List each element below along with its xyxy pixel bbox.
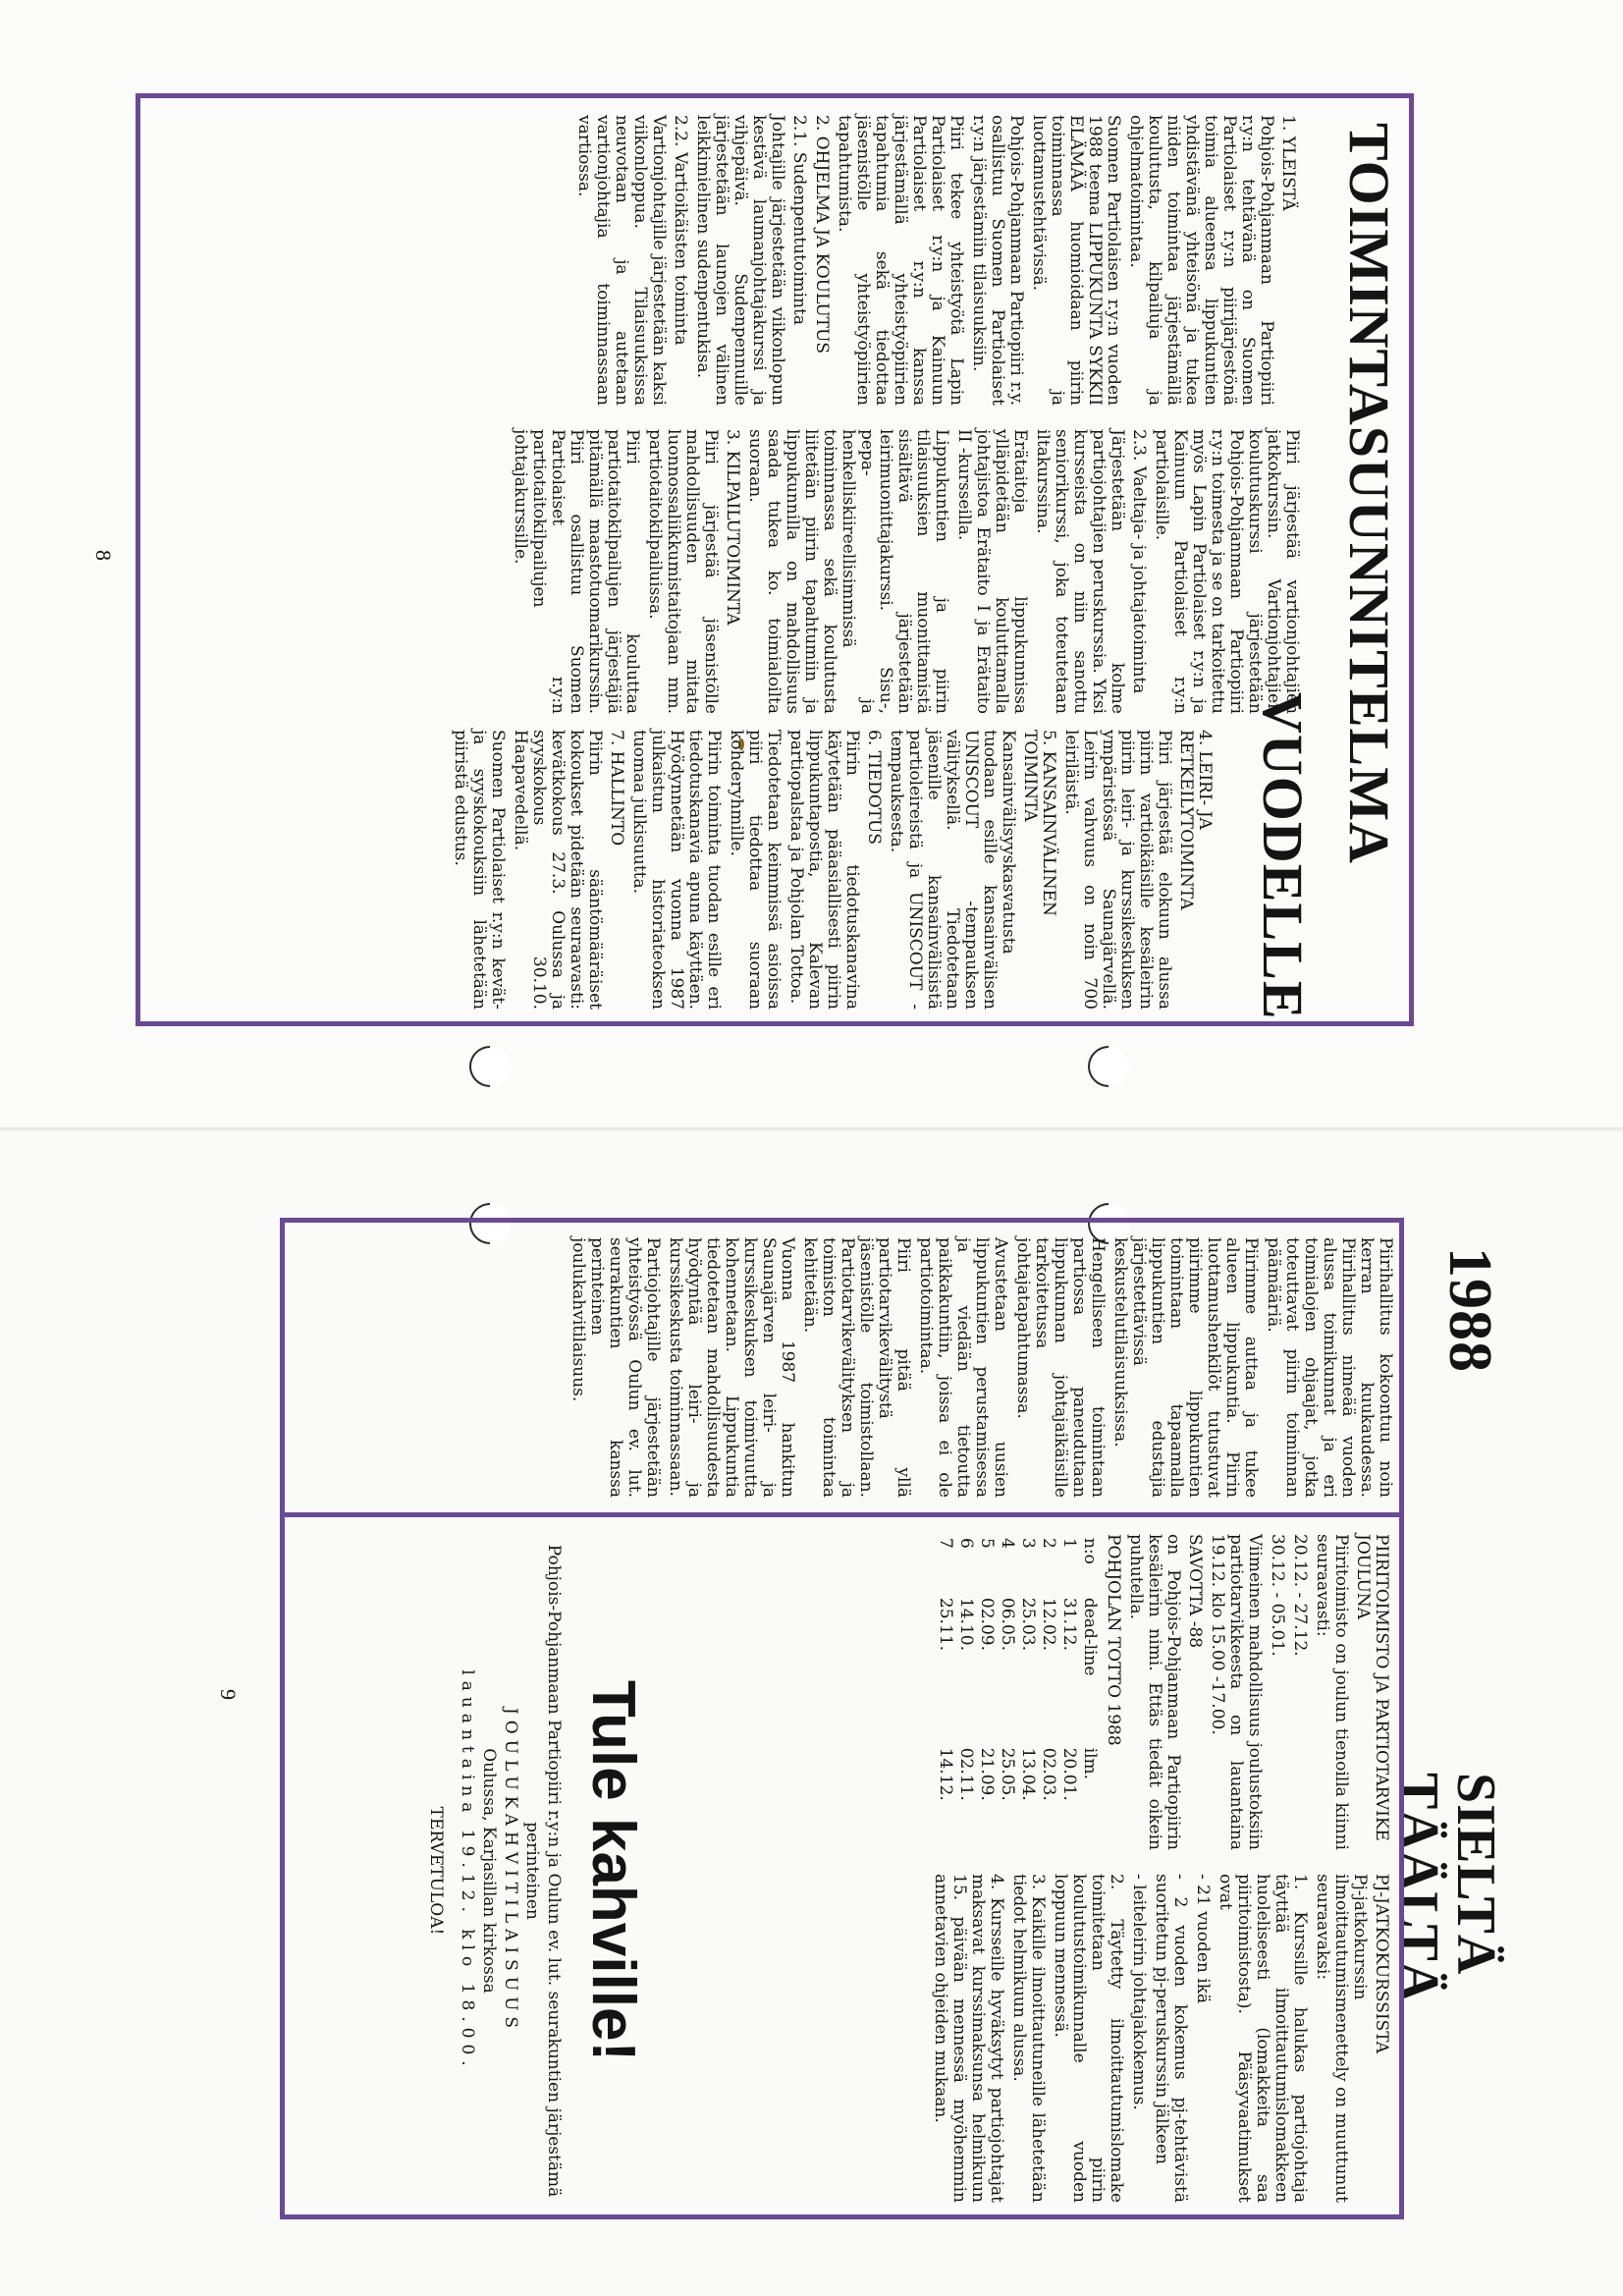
deadline-cell: 25.05. bbox=[998, 1747, 1017, 1801]
paragraph: Lippukuntien ja piirin tilaisuuksien muonittamistä sisältävä järjestetään leirimuonittajakurssi. Sisu-, pepa- ja henkelliskiireellisimmissä toiminnassa sekä koulutusta liitetään piirin tapahtumiin ja lippukunnilla on mahdollisuus saada tukea ko. toimialoilta suoraan. bbox=[745, 429, 951, 714]
deadline-cell: 31.12. bbox=[1059, 1597, 1079, 1651]
page-9-column-3 bbox=[927, 1874, 1394, 2203]
paragraph: - leiteleirin johtajakokemus. bbox=[1129, 1874, 1149, 2110]
christmas-coffee-notice bbox=[425, 1532, 565, 2210]
section-heading: POHJOLAN TOTTO 1988 bbox=[1104, 1534, 1123, 1746]
section-heading: 4. LEIRI- JA RETKEILYTOIMINTA bbox=[1176, 730, 1215, 910]
office-info bbox=[1104, 1534, 1390, 1850]
deadline-cell: 20.01. bbox=[1059, 1747, 1079, 1801]
paragraph: Piirimme auttaa ja tukee alueen lippukuntia. Piirin luottamushenkilöt tutustuvat piirimme lippukuntien toimintaan tapaamalla lippukuntien edustajia järjestettävissä keskustelutilaisuuksissa. bbox=[1110, 1237, 1261, 1498]
paragraph: Suomen Partiolaisen r.y:n vuoden 1988 teema LIPPUKUNTA SYKKII ELÄMÄÄ huomioidaan piirin toiminnassa ja luottamustehtävissä. bbox=[1029, 115, 1123, 406]
paragraph: Järjestetään kolme partiojohtajien peruskurssia. Yksi kursseista on niin sanottu seniorikurssi, joka toteutetaan iltakurssina. bbox=[1033, 429, 1127, 714]
header-cell: dead-line bbox=[1080, 1597, 1100, 1676]
section-heading: PIIRITOIMISTO JA PARTIOTARVIKE JOULUNA bbox=[1353, 1534, 1391, 1841]
deadline-row bbox=[1017, 1534, 1038, 1850]
section-heading: 2. OHJELMA JA KOULUTUS bbox=[812, 115, 832, 354]
deadline-cell: 4 bbox=[998, 1538, 1017, 1549]
paragraph: Johtajille järjestetään viikonlopun kestävä laumanjohtajakurssi ja vihjepäivä. Sudenpennuille järjestetään launojen välinen leikkimielinen sudenpentukisa. bbox=[693, 115, 787, 406]
deadline-header-row bbox=[1079, 1534, 1100, 1850]
paragraph: 30.12. - 05.01. bbox=[1268, 1534, 1287, 1657]
paragraph: 1. Kurssille halukas partiojohtaja täyttää ilmoittautumislomakkeen huoleliseesti (lomakkeita saa piiritoimistosta). Pääsyvaatimukset ovat bbox=[1216, 1874, 1310, 2203]
section-heading: 2.3. Vaeltaja- ja johtajatoiminta bbox=[1129, 429, 1149, 694]
title-line-2: TÄÄLTÄ bbox=[1388, 1773, 1449, 2003]
deadline-cell: 5 bbox=[977, 1538, 997, 1549]
paragraph: Viimeinen mahdollisuus joulustoksiin partiotarvikkeesta on lauantaina 19.12. klo 15.00 -17.00. bbox=[1208, 1534, 1265, 1850]
paragraph: Partiojohtajille järjestetään yhteistyössä Oulun ev. lut. seurakuntien kanssa perinteinen joulukahvitilaisuus. bbox=[568, 1237, 663, 1498]
page-8-column-1 bbox=[570, 115, 1301, 406]
deadline-cell: 2 bbox=[1039, 1538, 1058, 1549]
section-heading: 5. KANSAINVÄLINEN TOIMINTA bbox=[1020, 730, 1058, 916]
deadline-row bbox=[1058, 1534, 1079, 1850]
page-8-subtitle: VUODELLE bbox=[1251, 692, 1315, 1020]
paragraph: on Pohjois-Pohjanmaan Partiopiirin kesäleirin nimi. Ettäs tiedät oikein puhutella. bbox=[1126, 1534, 1183, 1850]
notice-event-title: JOULUKAHVITILAISUUS bbox=[501, 1707, 520, 2035]
paragraph: 20.12. - 27.12. bbox=[1290, 1534, 1310, 1657]
paragraph: Piiri kouluttaa partiotaitokilpailujen järjestäjiä pitämällä maastotuomarikurssin. Piiri osallistuu Suomen Partiolaiset r.y:n partiotaitokilpailujen johtajakurssille. bbox=[511, 429, 642, 714]
deadline-table bbox=[935, 1534, 1100, 1850]
deadline-cell: 7 bbox=[936, 1538, 955, 1549]
paragraph: Kansainvälisyyskasvatusta tuodaan esille kansainvälisen UNISCOUT -tempauksen välityksellä. Tiedotetaan jäsenille kansainvälisistä partioleireistä ja UNISCOUT -tempauksesta. bbox=[887, 730, 1018, 1010]
title-line-1: SIELTÄ bbox=[1445, 1773, 1506, 1976]
paragraph: Suomen Partiolaiset r.y:n kevät- ja syyskokouksiin lähetetään piiristä edustus. bbox=[451, 730, 508, 1010]
page-9-column-1 bbox=[565, 1237, 1394, 1498]
deadline-row bbox=[955, 1534, 976, 1850]
deadline-cell: 3 bbox=[1018, 1538, 1038, 1549]
paragraph: Pj-jatkokurssin ilmoittautumismenettely on muuttunut seuraavaksi: bbox=[1313, 1874, 1370, 2203]
section-heading: 2.1. Sudenpentutoiminta bbox=[789, 115, 809, 325]
deadline-cell: 25.03. bbox=[1018, 1597, 1038, 1651]
paragraph: Piiritoimisto on joulun tienoilla kiinni seuraavasti: bbox=[1313, 1534, 1351, 1850]
paragraph: - 21 vuoden ikä bbox=[1193, 1874, 1213, 2004]
paragraph: Piiri järjestää jäsenistölle mahdollisuuden mitata luonnossaliikkumistaitojaan mm. partiotaitokilpailuissa. bbox=[645, 429, 721, 714]
deadline-row bbox=[997, 1534, 1017, 1850]
deadline-cell: 21.09. bbox=[977, 1747, 997, 1801]
deadline-cell: 02.09. bbox=[977, 1597, 997, 1651]
deadline-cell: 6 bbox=[956, 1538, 976, 1549]
paragraph: Piiri pitää yllä partiotarvikevälitystä jäsenistölle toimistollaan. Partiotarvikevälityksen ja toimiston toimintaa kehitetään. bbox=[800, 1237, 913, 1498]
deadline-row bbox=[935, 1534, 955, 1850]
deadline-row bbox=[1038, 1534, 1058, 1850]
deadline-cell: 12.02. bbox=[1039, 1597, 1058, 1651]
paragraph: 4. Kursseille hyväksytyt partiojohtajat maksavat kurssimaksunsa helmikuun 15. päivään mennessä myöhemmin annetavien ohjeiden mukaan. bbox=[931, 1874, 1006, 2203]
paragraph: - 2 vuoden kokemus pj-tehtävistä suoritetun pj-peruskurssin jälkeen bbox=[1152, 1874, 1190, 2203]
page-fold bbox=[0, 1127, 1623, 1131]
paragraph: Vuonna 1987 hankitun Saunajärven leiri- ja kurssikeskuksen toimivuutta kohennetaan. Lippukuntia tiedotetaan mahdollisuudesta hyödyntää leiri- ja kurssikeskusta toiminnassaan. bbox=[666, 1237, 797, 1498]
section-heading: 6. TIEDOTUS bbox=[864, 730, 884, 845]
page-number: 8 bbox=[91, 550, 116, 561]
deadline-cell: 1 bbox=[1059, 1538, 1079, 1549]
paragraph: Piirin tiedotuskanavina käytetään pääasiallisesti piirin lippukuntapostia, Kalevan partiopalstaa ja Pohjolan Tottoa. bbox=[786, 730, 862, 1010]
page-8-column-3 bbox=[447, 730, 1217, 1010]
deadline-cell: 06.05. bbox=[998, 1597, 1017, 1651]
paragraph: 2. Täytetty ilmoittautumislomake toimitetaan piirin koulutustoimikunnalle vuoden loppuun mennessä. bbox=[1051, 1874, 1126, 2203]
deadline-cell: 25.11. bbox=[936, 1597, 955, 1651]
page-9 bbox=[172, 1218, 1512, 2219]
page-8 bbox=[91, 93, 1414, 1026]
paragraph: Piiri järjestää vartionjohtajien jatkokurssin. Vartionjohtajien koulutuskurssi järjestetään Pohjois-Pohjanmaan Partiopiiri r.y:n toimesta ja se on tarkoitettu myös Lapin Partiolaiset r.y:n ja Kainuun Partiolaiset r.y:n partiolaisille. bbox=[1152, 429, 1302, 714]
paragraph: Vartionjohtajille järjestetään kaksi viikonloppua. Tilaisuuksissa neuvotaan ja autetaan vartionjohtajia toiminnassaan vartiossa. bbox=[574, 115, 669, 406]
page-8-column-2 bbox=[507, 429, 1301, 714]
paragraph: Piirin sääntömääräiset kokoukset pidetään seuraavasti: kevätkokous 27.3. Oulussa ja syyskokous 30.10. Haapavedellä. bbox=[511, 730, 605, 1010]
paragraph: Piirin toiminta tuodan esille eri tiedotuskanavia apuna käyttäen. Hyödynnetään vuonna 1987 julkaistun historiateoksen tuomaa julkisuutta. bbox=[629, 730, 724, 1010]
deadline-cell: 14.12. bbox=[936, 1747, 955, 1801]
paragraph: Hengelliseen toimintaan partiossa paneudutaan lippukunnan johtajaikäisille tarkoitetussa johtajatapahtumassa. bbox=[1013, 1237, 1108, 1498]
paragraph: Tiedotetaan keimmissä asioissa piiri tiedottaa suoraan kohderyhmille. bbox=[727, 730, 784, 1010]
section-heading: 1. YLEISTÄ bbox=[1278, 115, 1298, 211]
paragraph: Piirihallitus kokoontuu noin kerran kuukaudessa. Piirihallitus nimeää vuoden alussa toimikunnat ja eri toimialojen ohjaajat, jotka toteuttavat piirin toiminnan päämääriä. bbox=[1264, 1237, 1395, 1498]
deadline-row bbox=[976, 1534, 997, 1850]
section-heading: 7. HALLINTO bbox=[607, 730, 626, 847]
page-8-title: TOIMINTASUUNNITELMA bbox=[1337, 123, 1401, 864]
deadline-cell: 02.03. bbox=[1039, 1747, 1058, 1801]
section-heading: SAVOTTA -88 bbox=[1185, 1534, 1205, 1649]
notice-time: lauantaina 19.12. klo 18.00. bbox=[458, 1669, 477, 2072]
paragraph: 3. Kaikille ilmoittautuneille lähetetään tiedot helmikuun alussa. bbox=[1009, 1874, 1048, 2203]
paragraph: Piiri järjestää elokuun alussa piirin vartioikäisille kesäleirin piirin leiri- ja kurssikeskuksen ympäristössä Saunajärvellä. Leirin vahvuus on noin 700 leiriläistä. bbox=[1061, 730, 1174, 1010]
paragraph: Erätaitoja lippukunnissa ylläpidetään kouluttamalla johtajistoa Erätaito I ja Erätaito II -kursseilla. bbox=[954, 429, 1030, 714]
section-heading: PJ-JATKOKURSSISTA bbox=[1372, 1874, 1391, 2053]
page-9-year-title: 1988 bbox=[1436, 1247, 1503, 1373]
deadline-cell: 13.04. bbox=[1018, 1747, 1038, 1801]
header-cell: ilm. bbox=[1080, 1747, 1100, 1780]
page-number: 9 bbox=[216, 1689, 241, 1700]
paragraph: Pohjois-Pohjanmaan Partiopiiri r.y:n tehtävänä on Suomen Partiolaiset r.y:n piirijärjestönä toimia alueensa lippukuntien yhdistävänä yhteisönä ja tukea niiden toimintaa järjestämällä koulutusta, kilpailuja ja ohjelmatoimintaa. bbox=[1126, 115, 1276, 406]
notice-welcome: TERVETULOA! bbox=[426, 1806, 446, 1936]
section-heading: 2.2. Vartioikäisten toiminta bbox=[671, 115, 690, 346]
header-cell: n:o bbox=[1080, 1538, 1100, 1564]
page-9-section-title bbox=[1390, 1773, 1504, 2002]
notice-intro: Pohjois-Pohjanmaan Partiopiiri r.y:n ja Oulun ev. lut. seurakuntien järjestämä perinteinen bbox=[522, 1544, 564, 2198]
section-heading: 3. KILPAILUTOIMINTA bbox=[723, 429, 742, 626]
page-9-column-2 bbox=[925, 1534, 1394, 1850]
paragraph: Avustetaan uusien lippukuntien perustamisessa ja viedään tietoutta paikkakuntiin, joissa ei ole partiotoimintaa. bbox=[916, 1237, 1010, 1498]
paragraph: Pohjois-Pohjanmaan Partiopiiri r.y. osallistuu Suomen Partiolaiset r.y:n järjestämiin tilaisuuksiin. bbox=[969, 115, 1026, 406]
coffee-invite-headline: Tule kahville! bbox=[579, 1679, 647, 2062]
paragraph: Piiri tekee yhteistyötä Lapin Partiolaiset r.y:n ja Kainuun Partiolaiset r.y:n kanssa järjestämällä yhteistyöpiirien tapahtumia sekä tiedottaa jäsenistölle yhteistyöpiirien tapahtumista. bbox=[835, 115, 966, 406]
notice-place: Oulussa, Karjasillan kirkossa bbox=[479, 1748, 499, 1994]
deadline-cell: 14.10. bbox=[956, 1597, 976, 1651]
deadline-cell: 02.11. bbox=[956, 1747, 976, 1801]
